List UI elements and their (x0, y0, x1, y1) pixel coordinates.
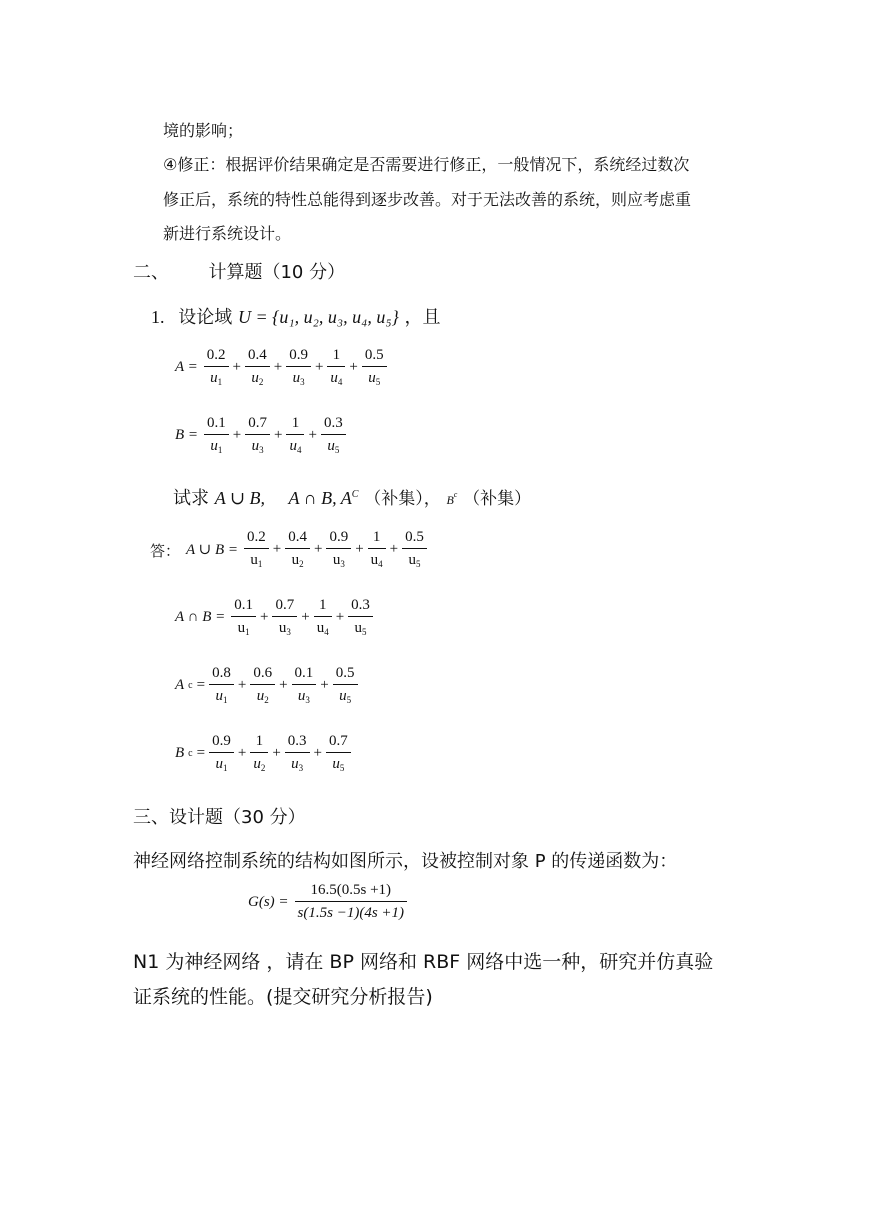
term-element (204, 367, 229, 387)
plus-sign: + (274, 427, 283, 443)
paragraph-line-4: 新进行系统设计。 (163, 224, 292, 243)
ask-b: B (446, 493, 454, 507)
ask-note-1: （补集）， (364, 489, 441, 509)
term-element-name: u (292, 370, 301, 386)
term-element-name: u (408, 552, 416, 568)
transfer-function-fraction (295, 883, 408, 921)
plus-sign: + (273, 359, 283, 375)
term-membership: 0.5 (362, 348, 387, 367)
term-element (333, 685, 358, 705)
fuzzy-term (402, 530, 427, 569)
term-element-name: u (215, 688, 223, 704)
fuzzy-term (321, 416, 346, 455)
term-element-name: u (215, 756, 223, 772)
fuzzy-term (245, 416, 270, 455)
term-membership: 0.2 (244, 530, 269, 549)
fuzzy-term (326, 530, 351, 569)
plus-sign: + (272, 745, 281, 761)
term-membership: 0.5 (402, 530, 427, 549)
fuzzy-term (285, 734, 310, 773)
answer-intersection-equation (175, 598, 375, 637)
term-membership: 0.7 (326, 734, 351, 753)
transfer-function-lhs: G(s) = (248, 893, 289, 910)
term-element-index: 1 (257, 559, 263, 569)
term-element-name: u (339, 688, 347, 704)
term-element-index: 3 (300, 377, 305, 387)
plus-sign: + (301, 609, 310, 625)
term-element-index: 5 (346, 695, 352, 705)
term-element (348, 617, 373, 637)
equation-lhs: A ∩ B = (175, 609, 226, 625)
term-membership: 0.7 (272, 598, 297, 617)
term-element (285, 549, 310, 569)
term-element-index: 5 (416, 559, 421, 569)
plus-sign: + (308, 427, 317, 443)
term-element-index: 5 (339, 763, 345, 773)
question-1 (151, 303, 441, 329)
section2-title: 计算题（10 分） (208, 262, 346, 283)
fuzzy-term (209, 666, 234, 705)
term-element-index: 2 (264, 695, 269, 705)
plus-sign: + (237, 745, 247, 761)
question-number: 1. (151, 307, 165, 327)
fuzzy-term (348, 598, 373, 637)
term-membership: 0.5 (333, 666, 358, 685)
section3-line-1: 神经网络控制系统的结构如图所示，设被控制对象 P 的传递函数为： (133, 851, 678, 872)
fuzzy-term (250, 666, 275, 705)
term-element-name: u (237, 620, 246, 636)
term-membership: 0.8 (209, 666, 234, 685)
fuzzy-term (327, 348, 345, 387)
fuzzy-term (368, 530, 386, 569)
equation-lhs: A = (175, 359, 198, 375)
plus-sign: + (349, 359, 358, 375)
term-element-index: 3 (305, 695, 310, 705)
term-membership: 1 (327, 348, 345, 367)
ask-note-2: （补集） (463, 489, 532, 509)
term-element-index: 2 (299, 559, 304, 569)
plus-sign: + (232, 359, 241, 375)
term-membership: 0.9 (326, 530, 351, 549)
term-element (285, 753, 310, 773)
term-element (245, 367, 270, 387)
fuzzy-term (292, 666, 317, 705)
term-element-name: u (370, 552, 379, 568)
question-text-a: 设论域 (178, 307, 233, 328)
ask-complement-sup: C (351, 489, 359, 500)
plus-sign: + (272, 541, 282, 557)
term-element-index: 3 (259, 445, 264, 455)
plus-sign: + (355, 541, 364, 557)
equation-lhs-sup: c (188, 748, 193, 759)
term-element-index: 1 (245, 627, 250, 637)
term-membership: 0.3 (285, 734, 310, 753)
term-element-name: u (253, 756, 261, 772)
term-membership: 1 (250, 734, 268, 753)
plus-sign: + (232, 427, 242, 443)
term-element (314, 617, 332, 637)
term-element-index: 4 (337, 377, 343, 387)
term-membership: 0.3 (321, 416, 346, 435)
term-element (286, 367, 311, 387)
term-element-name: u (332, 756, 340, 772)
term-membership: 0.1 (204, 416, 229, 435)
equation-lhs: B = (175, 427, 199, 443)
term-element-name: u (291, 552, 300, 568)
term-element-name: u (256, 688, 265, 704)
term-element-name: u (210, 370, 218, 386)
term-element-index: 4 (296, 445, 302, 455)
term-element-index: 5 (375, 377, 381, 387)
term-membership: 0.1 (292, 666, 317, 685)
universe-set: U = {u₁, u₂, u₃, u₄, u₅} (237, 307, 399, 327)
ask-prefix: 试求 (173, 488, 209, 509)
term-element-index: 2 (258, 377, 264, 387)
term-element-name: u (289, 438, 297, 454)
answer-complement-b-equation (175, 734, 353, 773)
fuzzy-term (231, 598, 256, 637)
answer-union-equation (186, 530, 429, 569)
term-element-index: 3 (298, 763, 304, 773)
transfer-function-numerator: 16.5(0.5s +1) (295, 883, 408, 902)
term-element (362, 367, 387, 387)
term-element-index: 4 (378, 559, 383, 569)
fuzzy-term (314, 598, 332, 637)
plus-sign: + (279, 677, 288, 693)
term-element-name: u (332, 552, 341, 568)
equation-lhs: B (175, 745, 185, 761)
term-element-name: u (210, 438, 218, 454)
fuzzy-term (250, 734, 268, 773)
fuzzy-term (286, 416, 304, 455)
term-membership: 0.1 (231, 598, 256, 617)
term-element-name: u (354, 620, 363, 636)
fuzzy-term (245, 348, 270, 387)
term-membership: 0.2 (204, 348, 229, 367)
term-element-name: u (316, 620, 325, 636)
equals-sign: = (196, 745, 206, 761)
ask-union: A ∪ B, (214, 488, 265, 508)
term-membership: 0.9 (286, 348, 311, 367)
term-element (250, 685, 275, 705)
term-element (326, 549, 351, 569)
fuzzy-term (326, 734, 351, 773)
term-element-index: 5 (362, 627, 367, 637)
paragraph-line-3: 修正后，系统的特性总能得到逐步改善。对于无法改善的系统，则应考虑重 (163, 190, 692, 209)
term-element (244, 549, 269, 569)
fuzzy-term (362, 348, 387, 387)
plus-sign: + (260, 609, 269, 625)
term-element (368, 549, 386, 569)
section2-heading (133, 258, 345, 284)
section2-number: 二、 (133, 262, 169, 283)
term-membership: 0.6 (250, 666, 275, 685)
answer-complement-a-equation (175, 666, 360, 705)
term-element (292, 685, 317, 705)
equation-lhs: A (175, 677, 185, 693)
question-text-b: ，且 (404, 307, 441, 328)
term-element (209, 753, 234, 773)
term-element (402, 549, 427, 569)
paragraph-line-1: 境的影响； (163, 121, 244, 140)
term-element-index: 1 (222, 763, 228, 773)
term-element-name: u (330, 370, 338, 386)
plus-sign: + (313, 745, 322, 761)
term-element-index: 1 (222, 695, 228, 705)
term-element-index: 1 (217, 377, 223, 387)
answer-label: 答： (150, 542, 181, 560)
term-element (250, 753, 268, 773)
term-membership: 0.9 (209, 734, 234, 753)
term-element-name: u (291, 756, 299, 772)
plus-sign: + (237, 677, 247, 693)
section3-line-2: N1 为神经网络 ，请在 BP 网络和 RBF 网络中选一种，研究并仿真验 (133, 951, 714, 973)
term-element-index: 3 (340, 559, 345, 569)
term-membership: 0.3 (348, 598, 373, 617)
equals-sign: = (196, 677, 206, 693)
term-element-name: u (251, 370, 259, 386)
fuzzy-term (272, 598, 297, 637)
plus-sign: + (389, 541, 399, 557)
term-element-index: 5 (334, 445, 340, 455)
set-b-equation (175, 416, 348, 455)
fuzzy-term (285, 530, 310, 569)
term-element (327, 367, 345, 387)
term-element (204, 435, 229, 455)
section3-heading: 三、设计题（30 分） (133, 807, 306, 828)
term-membership: 1 (286, 416, 304, 435)
equation-lhs-sup: c (188, 680, 193, 691)
term-membership: 1 (314, 598, 332, 617)
term-element (245, 435, 270, 455)
fuzzy-term (286, 348, 311, 387)
term-element-name: u (297, 688, 306, 704)
term-membership: 0.4 (285, 530, 310, 549)
ask-b-sup: c (453, 490, 458, 499)
term-element (209, 685, 234, 705)
plus-sign: + (313, 541, 323, 557)
term-element (326, 753, 351, 773)
plus-sign: + (335, 609, 345, 625)
term-element (321, 435, 346, 455)
fuzzy-term (244, 530, 269, 569)
section3-line-3: 证系统的性能。(提交研究分析报告) (133, 986, 433, 1008)
term-element (286, 435, 304, 455)
term-element-name: u (251, 438, 260, 454)
plus-sign: + (314, 359, 324, 375)
fuzzy-term (333, 666, 358, 705)
term-element-name: u (250, 552, 258, 568)
term-element (231, 617, 256, 637)
term-element-name: u (327, 438, 335, 454)
term-membership: 0.7 (245, 416, 270, 435)
term-membership: 1 (368, 530, 386, 549)
question-ask (173, 484, 531, 510)
term-element-index: 2 (260, 763, 266, 773)
transfer-function (248, 883, 409, 921)
term-element-name: u (368, 370, 376, 386)
term-element-index: 4 (324, 627, 329, 637)
fuzzy-term (209, 734, 234, 773)
plus-sign: + (320, 677, 329, 693)
term-element-name: u (278, 620, 287, 636)
fuzzy-term (204, 348, 229, 387)
term-element (272, 617, 297, 637)
equation-lhs: A ∪ B = (186, 542, 238, 558)
term-membership: 0.4 (245, 348, 270, 367)
ask-intersection: A ∩ B, A (288, 488, 352, 508)
transfer-function-denominator: s(1.5s −1)(4s +1) (297, 905, 405, 921)
set-a-equation (175, 348, 389, 387)
term-element-index: 1 (217, 445, 223, 455)
paragraph-line-2: ④修正：根据评价结果确定是否需要进行修正，一般情况下，系统经过数次 (163, 155, 690, 174)
term-element-index: 3 (286, 627, 291, 637)
fuzzy-term (204, 416, 229, 455)
